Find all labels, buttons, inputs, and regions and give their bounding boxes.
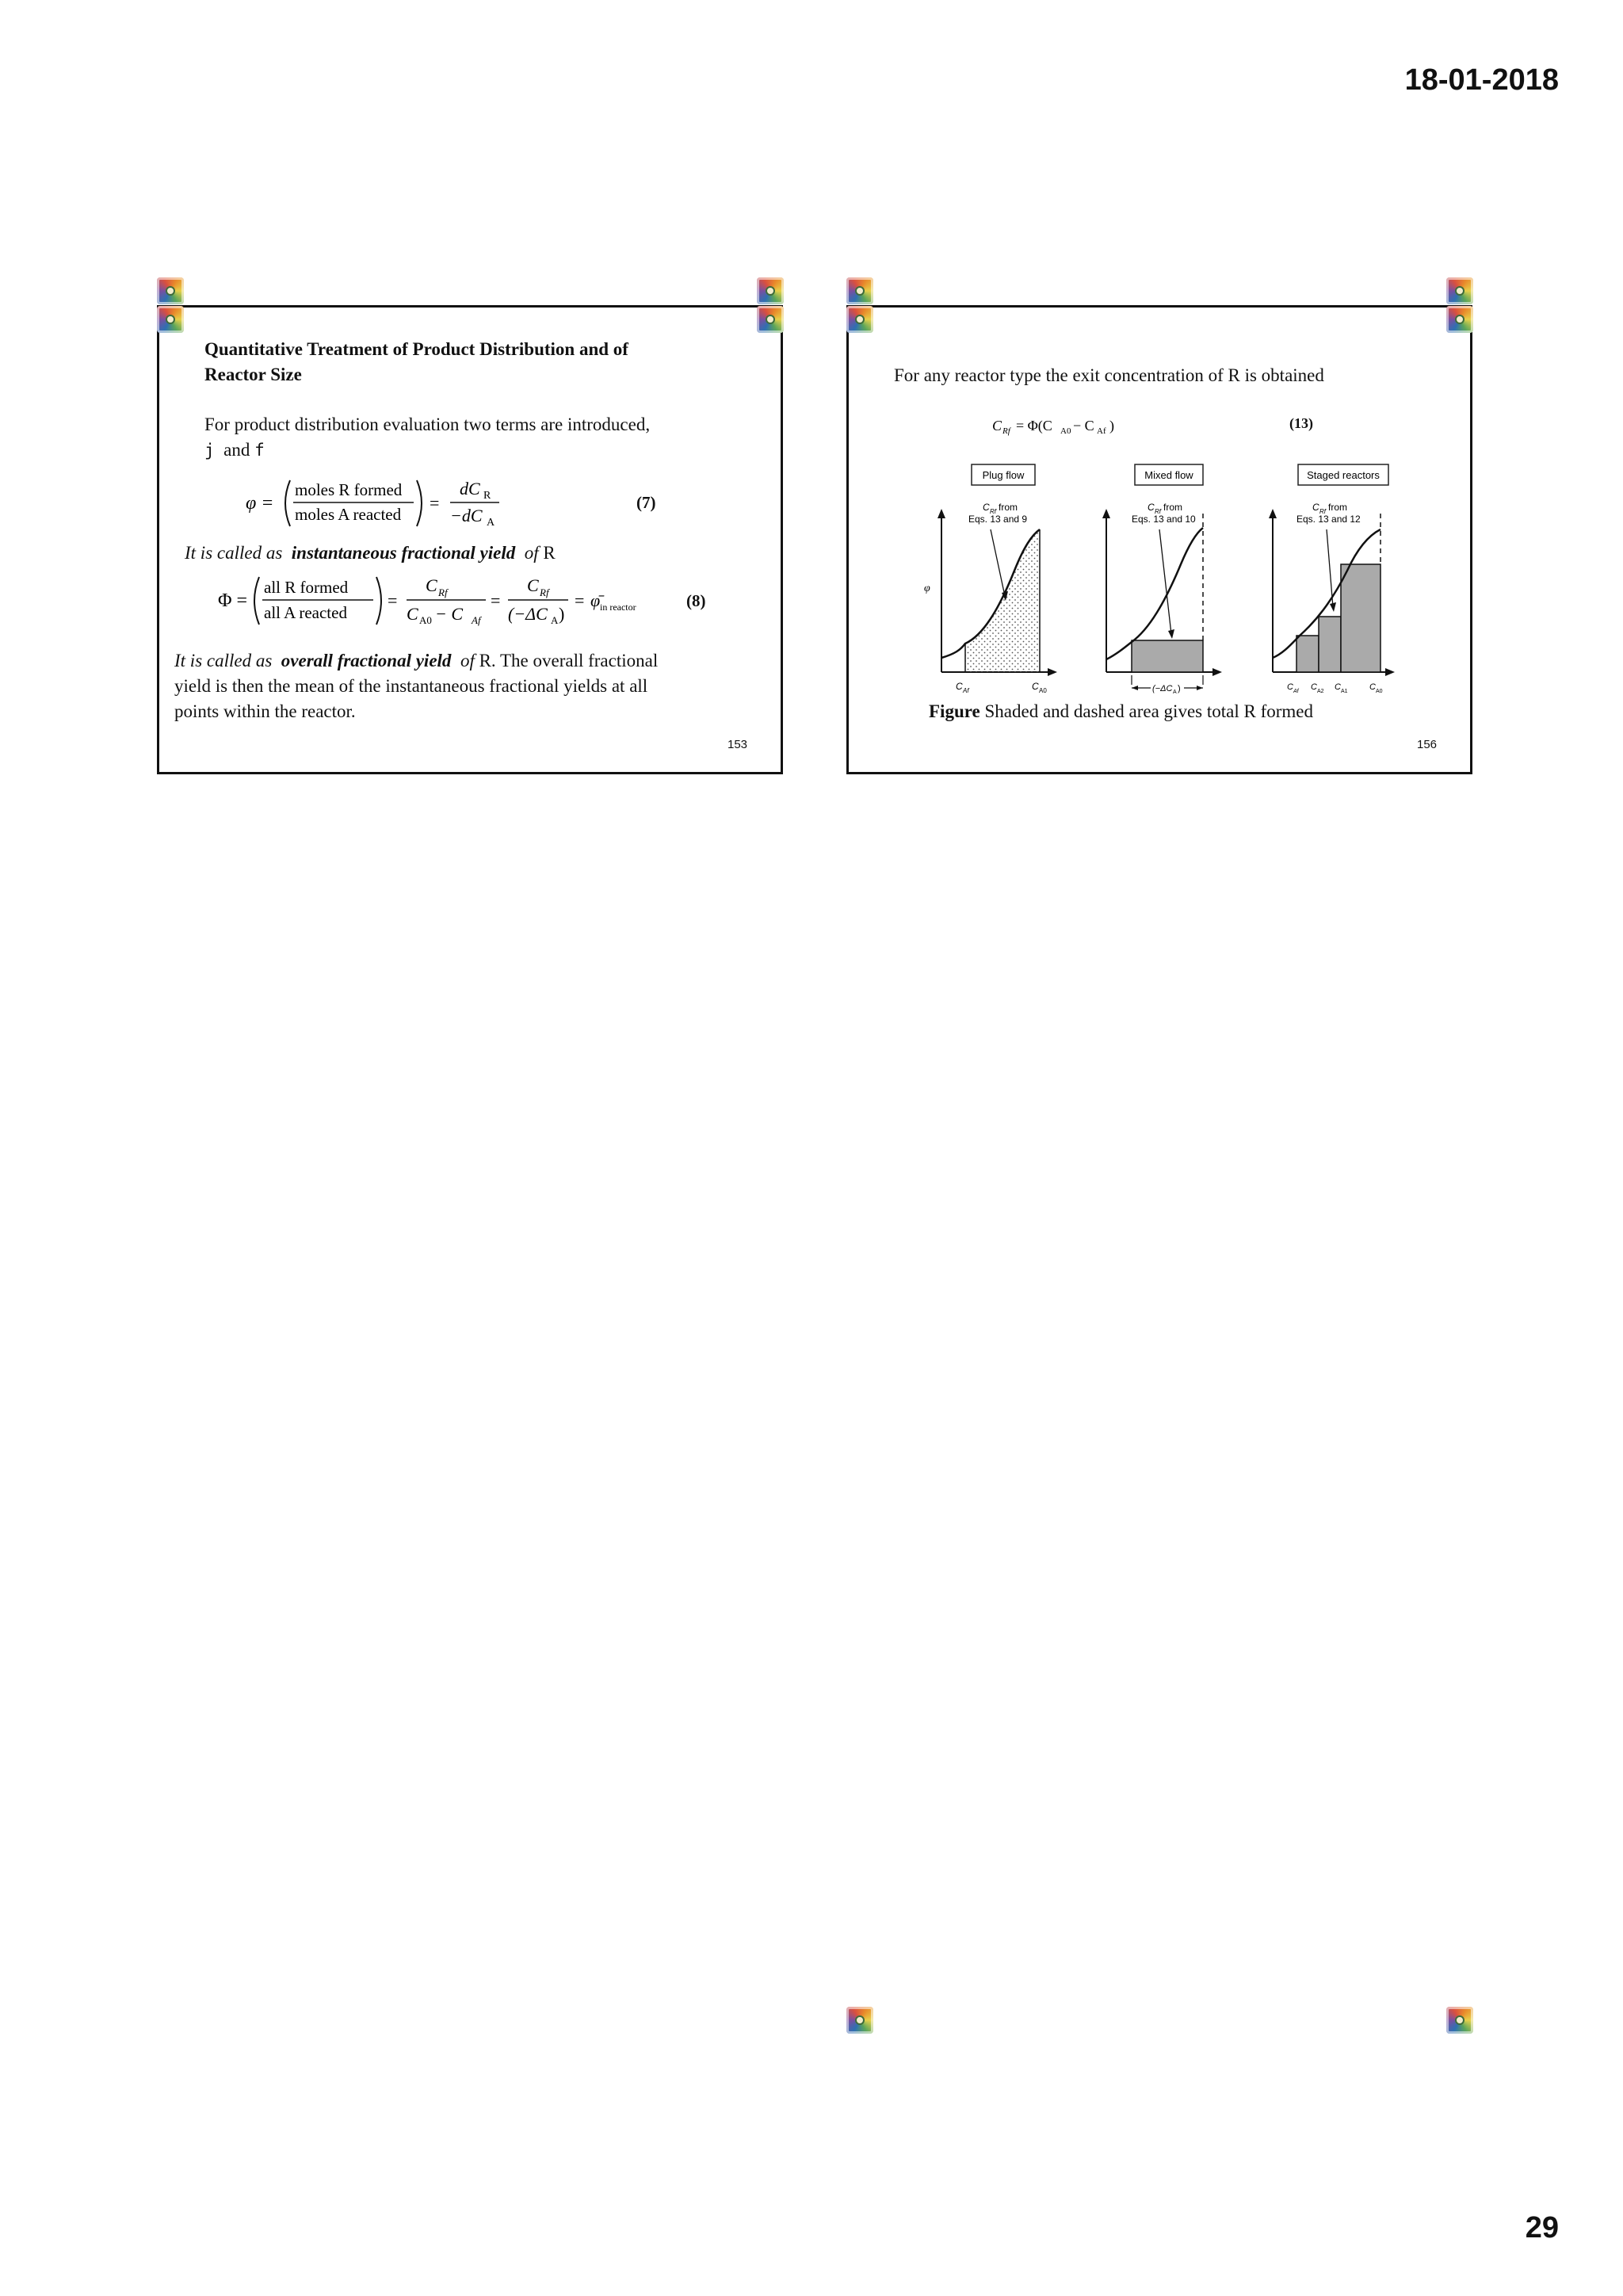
svg-text:Rf: Rf — [1155, 508, 1161, 515]
svg-text:): ) — [1109, 418, 1114, 434]
svg-text:Af: Af — [1293, 689, 1299, 694]
slide-logo-icon — [1446, 277, 1473, 304]
slide-logo-icon — [846, 306, 873, 333]
svg-text:Eqs. 13 and 12: Eqs. 13 and 12 — [1296, 514, 1361, 525]
svg-text:Af: Af — [1097, 426, 1106, 436]
svg-text:=: = — [491, 590, 501, 610]
svg-text:Af: Af — [472, 614, 481, 626]
svg-text:A: A — [551, 614, 559, 626]
plug-flow-panel — [924, 464, 1057, 694]
svg-text:Rf: Rf — [990, 508, 996, 515]
equation-13-number: (13) — [1289, 415, 1313, 431]
slide-intro: For any reactor type the exit concentration of R is obtained — [894, 365, 1324, 385]
overall-yield-paragraph: It is called as overall fractional yield of R. The overall fractional yield is then the mean of the instantaneous fractional yields at all points within the reactor. — [174, 651, 659, 721]
svg-text:C: C — [992, 418, 1002, 434]
slide-logo-icon — [1446, 2007, 1473, 2034]
svg-text:−dC: −dC — [450, 506, 483, 525]
equation-13 — [992, 414, 1151, 437]
mixed-flow-panel — [1102, 464, 1222, 695]
page-number: 29 — [1525, 2211, 1559, 2244]
svg-text:A: A — [1173, 690, 1177, 695]
y-axis-symbol: φ — [924, 583, 930, 594]
svg-text:from: from — [999, 502, 1018, 513]
svg-text:): ) — [1178, 684, 1181, 693]
svg-text:A: A — [487, 517, 495, 529]
svg-text:(−ΔC: (−ΔC — [1152, 684, 1173, 693]
svg-text:=: = — [388, 590, 398, 610]
svg-text:Af: Af — [963, 687, 969, 694]
svg-text:A1: A1 — [1341, 689, 1348, 694]
svg-text:C: C — [1335, 682, 1341, 692]
svg-text:R: R — [483, 490, 491, 502]
svg-text:=: = — [430, 493, 440, 513]
figure-caption: Figure Shaded and dashed area gives total R formed — [929, 701, 1313, 721]
svg-text:Φ =: Φ = — [218, 590, 248, 611]
svg-text:A2: A2 — [1317, 689, 1324, 694]
staged-reactors-label: Staged reactors — [1307, 469, 1380, 481]
svg-text:C: C — [527, 575, 539, 595]
svg-text:all R formed: all R formed — [264, 578, 349, 597]
svg-text:C: C — [983, 502, 990, 513]
svg-text:all A reacted: all A reacted — [264, 603, 347, 622]
slide-logo-icon — [157, 277, 184, 304]
svg-text:C: C — [1311, 682, 1317, 692]
reactor-figure — [919, 460, 1426, 697]
svg-text:C: C — [1032, 681, 1039, 692]
plug-flow-label: Plug flow — [982, 469, 1025, 481]
slide-title: Quantitative Treatment of Product Distribution and of Reactor Size — [204, 339, 628, 384]
svg-text:): ) — [559, 604, 565, 624]
svg-text:C: C — [1287, 682, 1293, 692]
svg-text:in reactor: in reactor — [600, 602, 636, 613]
svg-text:C: C — [1148, 502, 1155, 513]
svg-text:Eqs. 13 and 9: Eqs. 13 and 9 — [968, 514, 1028, 525]
mixed-flow-label: Mixed flow — [1144, 469, 1193, 481]
svg-text:φ̄: φ̄ — [590, 590, 601, 610]
svg-text:= Φ(C: = Φ(C — [1016, 418, 1052, 434]
slide-logo-icon — [846, 2007, 873, 2034]
equation-8 — [218, 571, 636, 632]
svg-text:from: from — [1163, 502, 1182, 513]
slide-number: 153 — [727, 738, 748, 751]
svg-text:C: C — [1312, 502, 1319, 513]
svg-text:A0: A0 — [1060, 426, 1071, 436]
svg-text:− C: − C — [1073, 418, 1094, 434]
slide-number: 156 — [1417, 738, 1438, 751]
svg-text:moles A reacted: moles A reacted — [295, 505, 402, 524]
svg-text:A0: A0 — [1039, 687, 1047, 694]
slide-logo-icon — [757, 277, 784, 304]
svg-text:C: C — [956, 681, 963, 692]
svg-text:Rf: Rf — [540, 586, 549, 598]
svg-text:C: C — [426, 575, 437, 595]
svg-text:moles R formed: moles R formed — [295, 480, 403, 499]
page-date: 18-01-2018 — [1404, 63, 1559, 97]
svg-text:C: C — [1369, 682, 1376, 692]
slide-logo-icon — [846, 277, 873, 304]
svg-text:(−ΔC: (−ΔC — [508, 604, 548, 624]
slide-logo-icon — [157, 306, 184, 333]
equation-8-number: (8) — [686, 591, 706, 610]
svg-text:− C: − C — [435, 604, 464, 624]
svg-text:A0: A0 — [1376, 689, 1383, 694]
svg-text:from: from — [1328, 502, 1347, 513]
svg-text:A0: A0 — [419, 614, 432, 626]
svg-text:Eqs. 13 and 10: Eqs. 13 and 10 — [1132, 514, 1196, 525]
equation-7 — [246, 474, 515, 533]
svg-text:Rf: Rf — [1002, 426, 1010, 436]
svg-text:φ =: φ = — [246, 493, 274, 514]
instantaneous-yield-line: It is called as instantaneous fractional yield of R — [185, 543, 556, 563]
intro-text: For product distribution evaluation two terms are introduced, j and f — [204, 415, 651, 460]
svg-text:C: C — [407, 604, 418, 624]
svg-text:=: = — [575, 590, 585, 610]
svg-text:Rf: Rf — [1319, 508, 1326, 515]
slide-logo-icon — [757, 306, 784, 333]
svg-text:Rf: Rf — [438, 586, 448, 598]
slide-logo-icon — [1446, 306, 1473, 333]
svg-text:dC: dC — [460, 479, 480, 499]
equation-7-number: (7) — [636, 493, 656, 512]
staged-reactors-panel — [1269, 464, 1395, 694]
